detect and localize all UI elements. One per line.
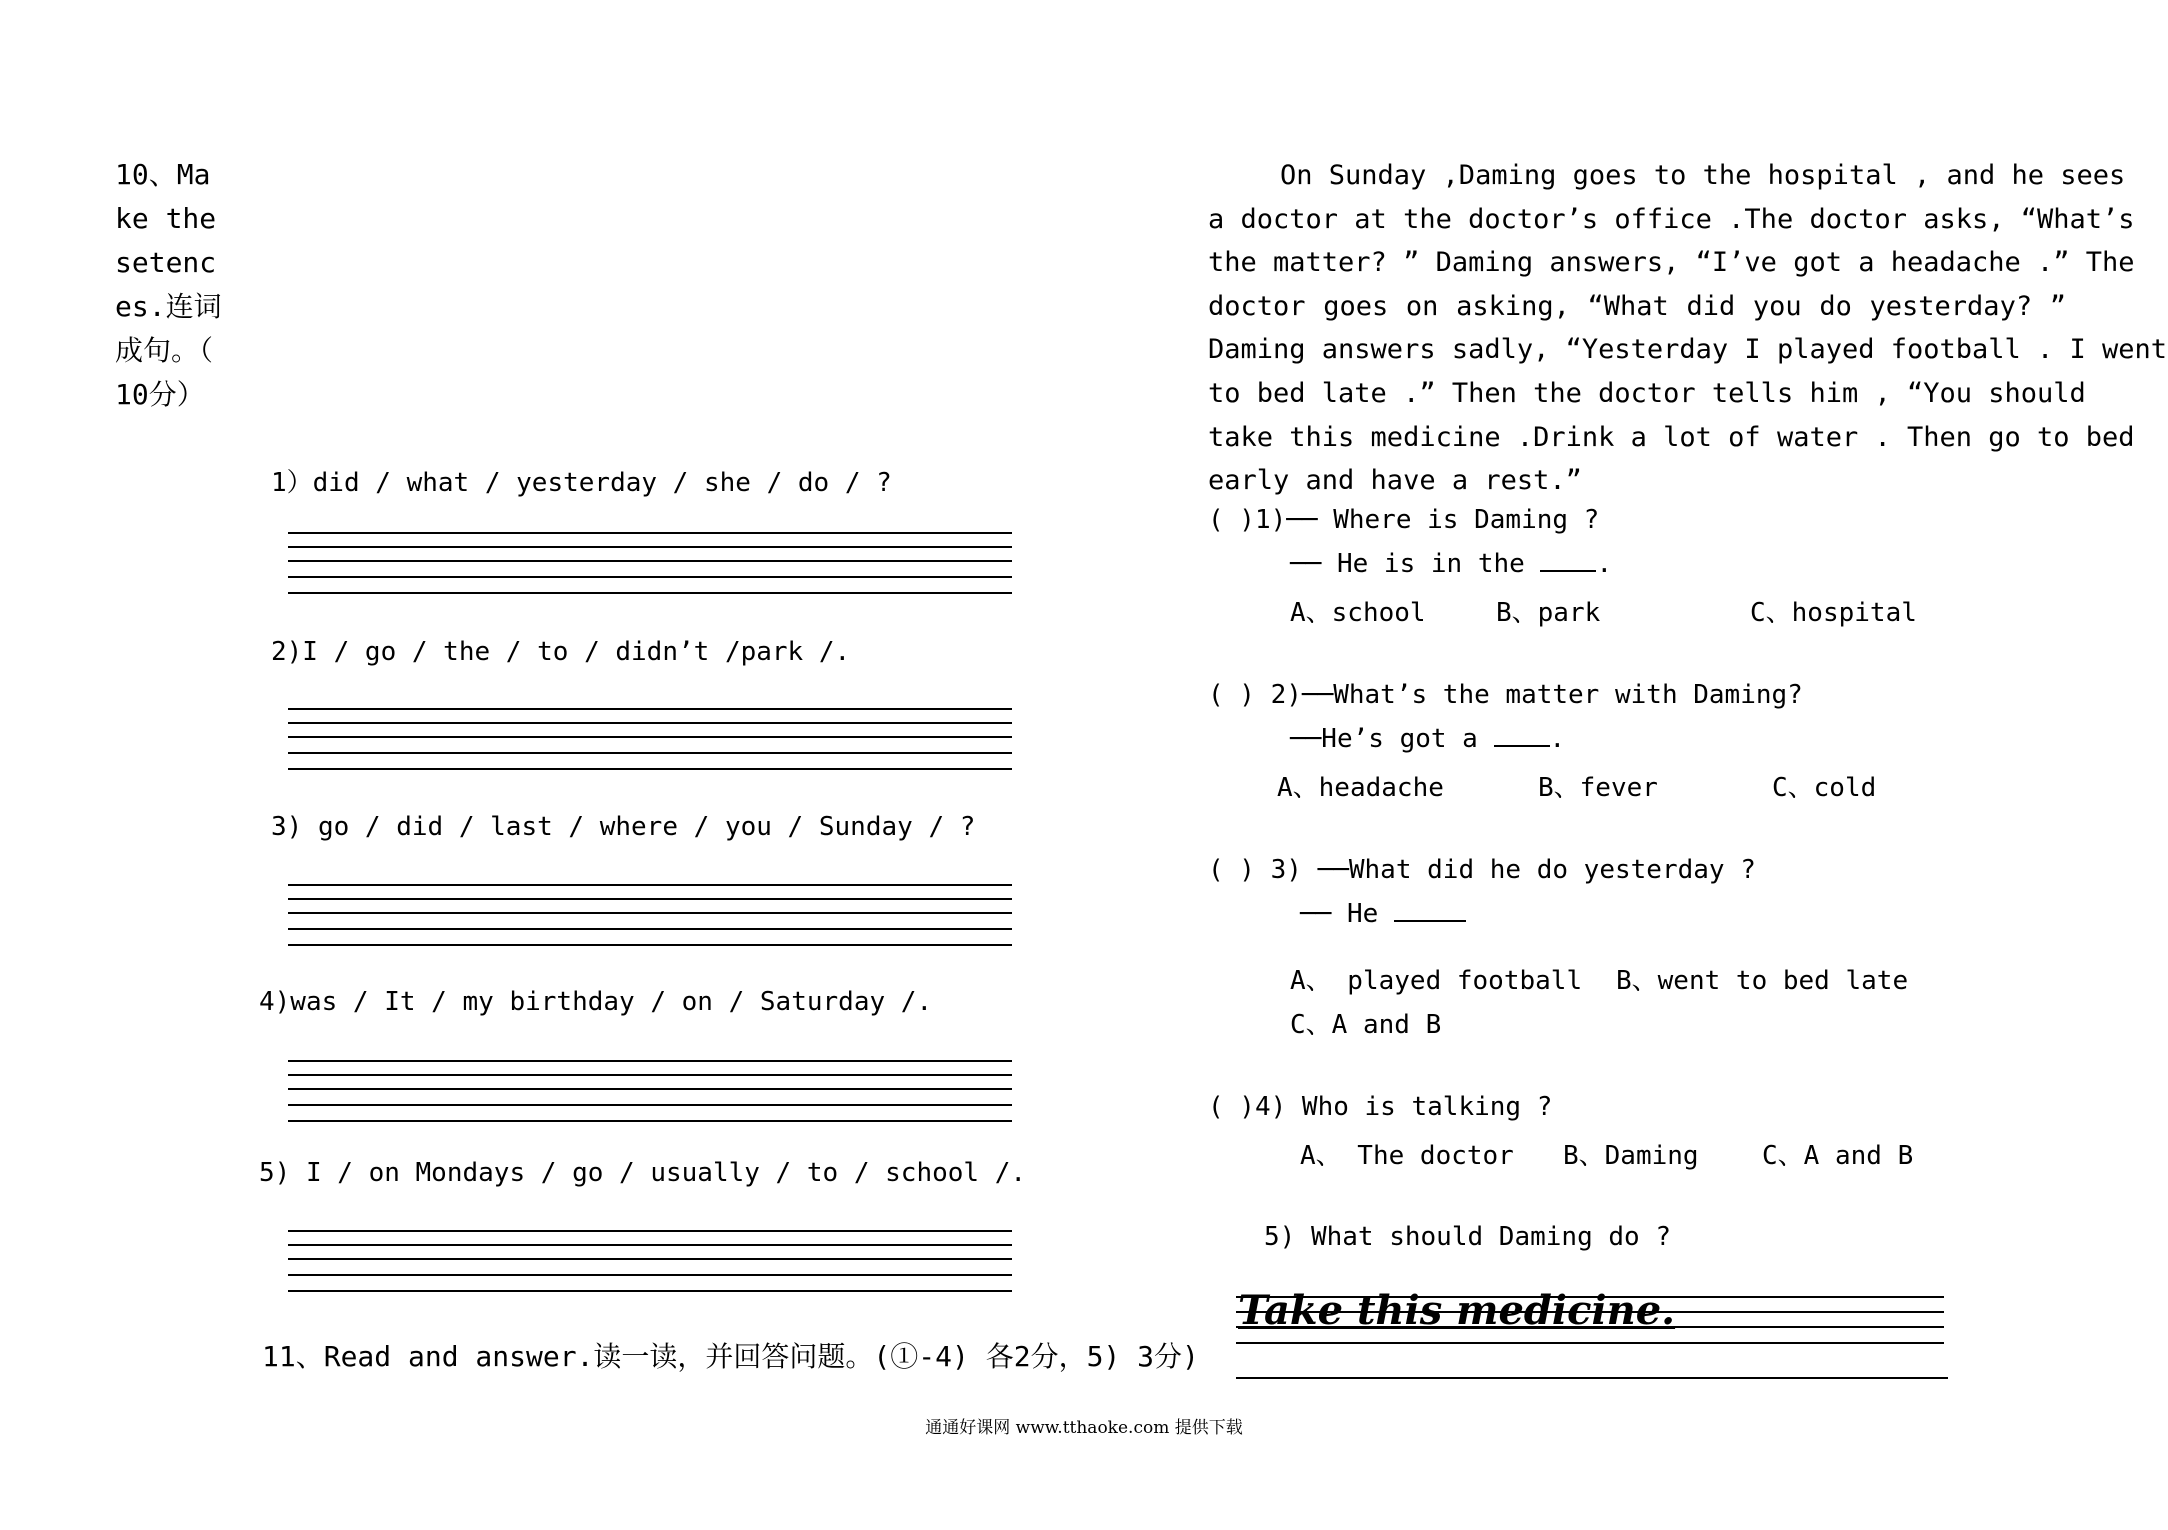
answer-line-end: . — [1549, 724, 1566, 754]
passage-line: take this medicine .Drink a lot of water . Then go to bed — [1208, 421, 2135, 453]
question-3-prompt: ( ) 3) ──What did he do yesterday ? — [1208, 855, 1756, 885]
reorder-item-1: 1）did / what / yesterday / she / do / ? — [271, 468, 892, 498]
page-footer: 通通好课网 www.tthaoke.com 提供下载 — [925, 1418, 1243, 1438]
answer-line-text: ── He is in the — [1290, 549, 1525, 579]
question-2-option-a: A、headache — [1277, 773, 1444, 803]
passage-line: a doctor at the doctor’s office .The doctor asks, “What’s — [1208, 203, 2135, 235]
passage-line: On Sunday ,Daming goes to the hospital , and he sees — [1280, 160, 2126, 191]
answer-lines-5 — [288, 1230, 1012, 1292]
passage-line: Daming answers sadly, “Yesterday I played football . I went — [1208, 334, 2168, 366]
passage-line: the matter? ” Daming answers, “I’ve got a headache .” The — [1208, 247, 2135, 279]
section-10-title: 10、Make the setences.连词成句。（ 10分） — [115, 158, 222, 411]
answer-line — [1236, 1377, 1948, 1379]
question-3-option-a: A、 played football — [1290, 966, 1583, 996]
question-1-option-b: B、park — [1496, 598, 1601, 628]
answer-lines-1 — [288, 532, 1012, 594]
passage-line: to bed late .” Then the doctor tells him , “You should — [1208, 377, 2086, 409]
answer-lines-2 — [288, 708, 1012, 770]
answer-line-end: . — [1596, 549, 1613, 579]
question-1-option-c: C、hospital — [1750, 598, 1917, 628]
fill-blank[interactable] — [1494, 745, 1550, 747]
section-11-title: 11、Read and answer.读一读，并回答问题。(①-4) 各2分，5) 3分) — [262, 1340, 1199, 1373]
question-3-option-b: B、went to bed late — [1616, 966, 1909, 996]
reorder-item-3: 3) go / did / last / where / you / Sunday / ? — [271, 812, 976, 842]
answer-lines-4 — [288, 1060, 1012, 1122]
answer-line-text: ──He’s got a — [1290, 724, 1478, 754]
passage-line: doctor goes on asking, “What did you do yesterday? ” — [1208, 290, 2066, 322]
question-4-option-b: B、Daming — [1563, 1141, 1699, 1171]
question-2-answer-line — [1290, 724, 1565, 754]
question-2-prompt: ( ) 2)──What’s the matter with Daming? — [1208, 680, 1803, 710]
question-4-option-a: A、 The doctor — [1300, 1141, 1514, 1171]
question-1-answer-line — [1290, 549, 1612, 579]
question-3-option-c: C、A and B — [1290, 1010, 1442, 1040]
answer-lines-3 — [288, 884, 1012, 946]
answer-line-text: ── He — [1300, 899, 1379, 929]
reorder-item-5: 5) I / on Mondays / go / usually / to / school /. — [259, 1158, 1027, 1188]
question-4-prompt: ( )4) Who is talking ? — [1208, 1092, 1553, 1122]
reorder-item-4: 4)was / It / my birthday / on / Saturday /. — [259, 987, 933, 1017]
fill-blank[interactable] — [1540, 570, 1596, 572]
question-1-option-a: A、school — [1290, 598, 1426, 628]
passage-line: early and have a rest.” — [1208, 465, 1582, 497]
question-1-prompt: ( )1)── Where is Daming ? — [1208, 505, 1600, 535]
reading-passage — [1208, 154, 2168, 503]
question-4-option-c: C、A and B — [1762, 1141, 1914, 1171]
question-3-answer-line — [1300, 899, 1466, 929]
question-5-prompt: 5) What should Daming do ? — [1264, 1222, 1671, 1252]
handwritten-answer: Take this medicine. — [1238, 1287, 1676, 1334]
fill-blank[interactable] — [1394, 920, 1466, 922]
reorder-item-2: 2)I / go / the / to / didn’t /park /. — [271, 637, 851, 667]
answer-line — [1236, 1342, 1944, 1344]
question-2-option-b: B、fever — [1538, 773, 1658, 803]
question-2-option-c: C、cold — [1772, 773, 1877, 803]
